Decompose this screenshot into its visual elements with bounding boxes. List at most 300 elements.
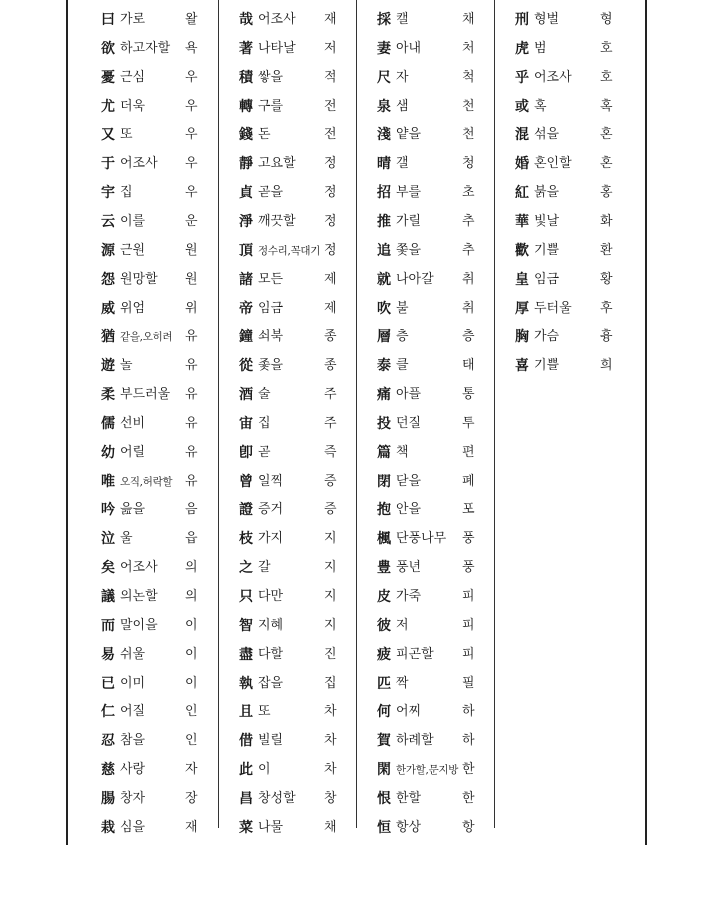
hanja-character: 枝 bbox=[239, 531, 253, 548]
hanja-reading: 정 bbox=[324, 156, 337, 172]
hanja-entry bbox=[515, 237, 620, 266]
hanja-entry bbox=[239, 785, 344, 814]
hanja-reading: 주 bbox=[324, 387, 337, 403]
hanja-character: 尺 bbox=[377, 69, 391, 86]
hanja-character: 怨 bbox=[101, 271, 115, 288]
hanja-entry bbox=[515, 93, 620, 122]
hanja-meaning: 어조사 bbox=[120, 156, 158, 172]
hanja-character: 曾 bbox=[239, 473, 253, 490]
hanja-character: 就 bbox=[377, 271, 391, 288]
hanja-entry bbox=[101, 612, 205, 641]
hanja-entry bbox=[101, 381, 205, 410]
hanja-entry bbox=[515, 208, 620, 237]
hanja-entry bbox=[101, 554, 205, 583]
hanja-meaning: 임금 bbox=[534, 271, 560, 287]
hanja-reading: 항 bbox=[462, 819, 475, 835]
hanja-character: 吹 bbox=[377, 300, 391, 317]
hanja-character: 痛 bbox=[377, 387, 391, 404]
hanja-reading: 의 bbox=[185, 560, 198, 576]
hanja-meaning: 또 bbox=[120, 127, 133, 143]
hanja-character: 諸 bbox=[239, 271, 253, 288]
hanja-reading: 호 bbox=[600, 69, 613, 85]
hanja-meaning: 하고자할 bbox=[120, 40, 171, 56]
hanja-meaning: 아플 bbox=[396, 387, 422, 403]
hanja-entry bbox=[239, 410, 344, 439]
hanja-entry bbox=[239, 323, 344, 352]
hanja-meaning: 고요할 bbox=[258, 156, 296, 172]
hanja-meaning: 어릴 bbox=[120, 444, 146, 460]
hanja-reading: 재 bbox=[185, 819, 198, 835]
hanja-entry bbox=[239, 670, 344, 699]
hanja-character: 層 bbox=[377, 329, 391, 346]
hanja-reading: 하 bbox=[462, 733, 475, 749]
hanja-entry bbox=[101, 64, 205, 93]
hanja-entry bbox=[101, 410, 205, 439]
hanja-entry bbox=[101, 93, 205, 122]
hanja-meaning: 항상 bbox=[396, 819, 422, 835]
hanja-reading: 한 bbox=[462, 790, 475, 806]
hanja-character: 豊 bbox=[377, 560, 391, 577]
hanja-reading: 의 bbox=[185, 589, 198, 604]
hanja-entry bbox=[239, 35, 344, 64]
hanja-reading: 우 bbox=[185, 127, 198, 143]
hanja-entry bbox=[377, 352, 482, 381]
hanja-meaning: 어질 bbox=[120, 704, 146, 720]
hanja-character: 仁 bbox=[101, 704, 115, 721]
hanja-meaning: 오직,허락할 bbox=[120, 475, 173, 488]
hanja-reading: 전 bbox=[324, 98, 337, 114]
hanja-entry bbox=[377, 439, 482, 468]
hanja-character: 泰 bbox=[377, 358, 391, 375]
hanja-character: 頂 bbox=[239, 242, 253, 259]
hanja-meaning: 캘 bbox=[396, 12, 409, 27]
hanja-reading: 피 bbox=[462, 617, 475, 633]
hanja-entry bbox=[101, 150, 205, 179]
hanja-entry bbox=[101, 785, 205, 814]
hanja-reading: 처 bbox=[462, 40, 475, 56]
hanja-entry bbox=[239, 525, 344, 554]
hanja-reading: 지 bbox=[324, 560, 337, 576]
hanja-meaning: 갈 bbox=[258, 560, 271, 576]
hanja-character: 又 bbox=[101, 127, 115, 144]
hanja-character: 喜 bbox=[515, 358, 529, 375]
hanja-reading: 적 bbox=[324, 69, 337, 85]
hanja-character: 宇 bbox=[101, 185, 115, 202]
hanja-character: 源 bbox=[101, 242, 115, 259]
hanja-meaning: 창자 bbox=[120, 790, 146, 806]
hanja-character: 智 bbox=[239, 617, 253, 634]
hanja-entry bbox=[101, 295, 205, 324]
hanja-entry bbox=[101, 352, 205, 381]
hanja-character: 此 bbox=[239, 762, 253, 779]
hanja-meaning: 집 bbox=[120, 185, 133, 201]
hanja-entry bbox=[515, 323, 620, 352]
hanja-reading: 지 bbox=[324, 531, 337, 547]
hanja-meaning: 빛날 bbox=[534, 213, 560, 229]
hanja-character: 菜 bbox=[239, 819, 253, 836]
hanja-entry bbox=[377, 814, 482, 843]
hanja-reading: 화 bbox=[600, 213, 613, 229]
hanja-entry bbox=[377, 323, 482, 352]
hanja-reading: 천 bbox=[462, 98, 475, 114]
hanja-entry bbox=[101, 756, 205, 785]
hanja-reading: 제 bbox=[324, 271, 337, 287]
hanja-entry bbox=[101, 35, 205, 64]
hanja-reading: 포 bbox=[462, 502, 475, 518]
hanja-entry bbox=[515, 352, 620, 381]
hanja-reading: 창 bbox=[324, 790, 337, 806]
hanja-character: 威 bbox=[101, 300, 115, 317]
hanja-entry bbox=[239, 468, 344, 497]
hanja-character: 或 bbox=[515, 98, 529, 115]
hanja-reading: 왈 bbox=[185, 12, 198, 27]
hanja-meaning: 이 bbox=[258, 762, 271, 778]
hanja-entry bbox=[101, 208, 205, 237]
hanja-entry bbox=[377, 698, 482, 727]
hanja-entry bbox=[101, 121, 205, 150]
hanja-meaning: 얕을 bbox=[396, 127, 422, 143]
hanja-entry bbox=[377, 468, 482, 497]
hanja-reading: 층 bbox=[462, 329, 475, 345]
hanja-meaning: 형벌 bbox=[534, 12, 560, 27]
hanja-meaning: 갤 bbox=[396, 156, 409, 172]
hanja-reading: 자 bbox=[185, 762, 198, 778]
hanja-meaning: 창성할 bbox=[258, 790, 296, 806]
hanja-reading: 정 bbox=[324, 185, 337, 201]
hanja-character: 只 bbox=[239, 589, 253, 605]
hanja-reading: 통 bbox=[462, 387, 475, 403]
hanja-reading: 진 bbox=[324, 646, 337, 662]
hanja-meaning: 한가할,문지방 bbox=[396, 764, 459, 777]
hanja-reading: 척 bbox=[462, 69, 475, 85]
hanja-character: 而 bbox=[101, 617, 115, 634]
hanja-entry bbox=[239, 208, 344, 237]
hanja-meaning: 울 bbox=[120, 531, 133, 547]
hanja-reading: 원 bbox=[185, 242, 198, 258]
hanja-reading: 이 bbox=[185, 617, 198, 633]
hanja-reading: 장 bbox=[185, 790, 198, 806]
hanja-character: 賀 bbox=[377, 733, 391, 750]
hanja-character: 證 bbox=[239, 502, 253, 519]
hanja-meaning: 부드러울 bbox=[120, 387, 171, 403]
hanja-entry bbox=[101, 525, 205, 554]
hanja-meaning: 빌릴 bbox=[258, 733, 284, 749]
hanja-character: 之 bbox=[239, 560, 253, 577]
hanja-entry bbox=[101, 670, 205, 699]
hanja-meaning: 쌓을 bbox=[258, 69, 284, 85]
hanja-entry bbox=[515, 64, 620, 93]
hanja-entry bbox=[377, 179, 482, 208]
hanja-character: 忍 bbox=[101, 733, 115, 750]
hanja-reading: 종 bbox=[324, 358, 337, 374]
hanja-character: 曰 bbox=[101, 12, 115, 28]
hanja-reading: 우 bbox=[185, 185, 198, 201]
hanja-meaning: 어조사 bbox=[258, 12, 296, 27]
hanja-character: 紅 bbox=[515, 185, 529, 202]
hanja-entry bbox=[239, 583, 344, 612]
hanja-meaning: 말이을 bbox=[120, 617, 158, 633]
hanja-meaning: 단풍나무 bbox=[396, 531, 447, 547]
hanja-reading: 추 bbox=[462, 242, 475, 258]
hanja-reading: 지 bbox=[324, 617, 337, 633]
hanja-reading: 차 bbox=[324, 704, 337, 720]
column-divider bbox=[356, 0, 357, 828]
hanja-meaning: 쉬울 bbox=[120, 646, 146, 662]
hanja-meaning: 이미 bbox=[120, 675, 146, 691]
hanja-entry bbox=[377, 727, 482, 756]
hanja-entry bbox=[101, 439, 205, 468]
hanja-reading: 호 bbox=[600, 40, 613, 56]
hanja-reading: 필 bbox=[462, 675, 475, 691]
hanja-meaning: 가릴 bbox=[396, 213, 422, 229]
hanja-meaning: 나아갈 bbox=[396, 271, 434, 287]
hanja-meaning: 책 bbox=[396, 444, 409, 460]
hanja-character: 抱 bbox=[377, 502, 391, 519]
hanja-entry bbox=[239, 554, 344, 583]
hanja-reading: 주 bbox=[324, 415, 337, 431]
hanja-entry bbox=[239, 150, 344, 179]
hanja-entry bbox=[101, 496, 205, 525]
hanja-character: 栽 bbox=[101, 819, 115, 836]
hanja-reading: 추 bbox=[462, 213, 475, 229]
hanja-reading: 종 bbox=[324, 329, 337, 345]
hanja-reading: 홍 bbox=[600, 185, 613, 201]
hanja-reading: 유 bbox=[185, 444, 198, 460]
hanja-reading: 취 bbox=[462, 271, 475, 287]
hanja-character: 腸 bbox=[101, 790, 115, 807]
hanja-reading: 편 bbox=[462, 444, 475, 460]
hanja-reading: 유 bbox=[185, 387, 198, 403]
hanja-meaning: 안을 bbox=[396, 502, 422, 518]
hanja-meaning: 기쁠 bbox=[534, 358, 560, 374]
hanja-entry bbox=[377, 525, 482, 554]
hanja-character: 盡 bbox=[239, 646, 253, 663]
hanja-character: 皇 bbox=[515, 271, 529, 288]
hanja-character: 云 bbox=[101, 213, 115, 230]
hanja-meaning: 샘 bbox=[396, 98, 409, 114]
hanja-character: 追 bbox=[377, 242, 391, 259]
hanja-meaning: 곧 bbox=[258, 444, 271, 460]
hanja-reading: 유 bbox=[185, 473, 198, 489]
hanja-meaning: 불 bbox=[396, 300, 409, 316]
hanja-entry bbox=[239, 698, 344, 727]
hanja-entry bbox=[239, 756, 344, 785]
hanja-character: 華 bbox=[515, 213, 529, 230]
hanja-entry bbox=[239, 179, 344, 208]
hanja-character: 恒 bbox=[377, 819, 391, 836]
hanja-character: 柔 bbox=[101, 387, 115, 404]
hanja-meaning: 두터울 bbox=[534, 300, 572, 316]
hanja-meaning: 같을,오히려 bbox=[120, 331, 173, 344]
hanja-character: 憂 bbox=[101, 69, 115, 86]
hanja-meaning: 클 bbox=[396, 358, 409, 374]
hanja-reading: 하 bbox=[462, 704, 475, 720]
hanja-entry bbox=[239, 641, 344, 670]
hanja-entry bbox=[515, 295, 620, 324]
hanja-meaning: 저 bbox=[396, 617, 409, 633]
hanja-character: 矣 bbox=[101, 560, 115, 577]
hanja-entry bbox=[377, 612, 482, 641]
hanja-entry bbox=[377, 496, 482, 525]
hanja-reading: 풍 bbox=[462, 560, 475, 576]
hanja-reading: 욕 bbox=[185, 40, 198, 56]
hanja-entry bbox=[377, 93, 482, 122]
hanja-character: 積 bbox=[239, 69, 253, 86]
hanja-reading: 저 bbox=[324, 40, 337, 56]
hanja-meaning: 나타날 bbox=[258, 40, 296, 56]
hanja-reading: 환 bbox=[600, 242, 613, 258]
hanja-character: 哉 bbox=[239, 12, 253, 28]
hanja-meaning: 가죽 bbox=[396, 589, 422, 604]
hanja-reading: 제 bbox=[324, 300, 337, 316]
hanja-reading: 유 bbox=[185, 329, 198, 345]
hanja-character: 尤 bbox=[101, 98, 115, 115]
hanja-entry bbox=[377, 6, 482, 35]
hanja-character: 酒 bbox=[239, 387, 253, 404]
hanja-character: 淨 bbox=[239, 213, 253, 230]
hanja-meaning: 닫을 bbox=[396, 473, 422, 489]
hanja-reading: 피 bbox=[462, 589, 475, 604]
hanja-character: 著 bbox=[239, 40, 253, 57]
hanja-reading: 황 bbox=[600, 271, 613, 287]
hanja-meaning: 피곤할 bbox=[396, 646, 434, 662]
hanja-meaning: 증거 bbox=[258, 502, 284, 518]
hanja-reading: 취 bbox=[462, 300, 475, 316]
hanja-reading: 태 bbox=[462, 358, 475, 374]
hanja-reading: 투 bbox=[462, 415, 475, 431]
hanja-entry bbox=[377, 381, 482, 410]
hanja-meaning: 집 bbox=[258, 415, 271, 431]
hanja-entry bbox=[377, 121, 482, 150]
hanja-meaning: 쇠북 bbox=[258, 329, 284, 345]
hanja-meaning: 짝 bbox=[396, 675, 409, 691]
hanja-entry bbox=[515, 150, 620, 179]
hanja-reading: 혼 bbox=[600, 156, 613, 172]
hanja-entry bbox=[377, 641, 482, 670]
hanja-character: 泣 bbox=[101, 531, 115, 548]
hanja-meaning: 가슴 bbox=[534, 329, 560, 345]
hanja-entry bbox=[239, 237, 344, 266]
hanja-entry bbox=[377, 237, 482, 266]
hanja-reading: 우 bbox=[185, 69, 198, 85]
hanja-character: 儒 bbox=[101, 415, 115, 432]
hanja-meaning: 또 bbox=[258, 704, 271, 720]
hanja-character: 採 bbox=[377, 12, 391, 28]
hanja-reading: 혼 bbox=[600, 127, 613, 143]
hanja-character: 已 bbox=[101, 675, 115, 692]
hanja-reading: 한 bbox=[462, 762, 475, 778]
hanja-entry bbox=[377, 785, 482, 814]
hanja-meaning: 혼인할 bbox=[534, 156, 572, 172]
hanja-character: 恨 bbox=[377, 790, 391, 807]
hanja-character: 乎 bbox=[515, 69, 529, 86]
hanja-entry bbox=[101, 727, 205, 756]
hanja-entry bbox=[377, 670, 482, 699]
hanja-character: 幼 bbox=[101, 444, 115, 461]
hanja-meaning: 다할 bbox=[258, 646, 284, 662]
hanja-entry bbox=[515, 35, 620, 64]
hanja-entry bbox=[239, 121, 344, 150]
hanja-character: 卽 bbox=[239, 444, 253, 461]
hanja-character: 錢 bbox=[239, 127, 253, 144]
hanja-meaning: 참을 bbox=[120, 733, 146, 749]
hanja-reading: 이 bbox=[185, 646, 198, 662]
hanja-character: 吟 bbox=[101, 502, 115, 519]
hanja-character: 妻 bbox=[377, 40, 391, 57]
hanja-reading: 위 bbox=[185, 300, 198, 316]
hanja-meaning: 구를 bbox=[258, 98, 284, 114]
hanja-entry bbox=[377, 756, 482, 785]
hanja-character: 借 bbox=[239, 733, 253, 750]
hanja-character: 彼 bbox=[377, 617, 391, 634]
hanja-character: 閉 bbox=[377, 473, 391, 490]
hanja-entry bbox=[101, 814, 205, 843]
hanja-character: 于 bbox=[101, 156, 115, 173]
hanja-meaning: 근원 bbox=[120, 242, 146, 258]
hanja-meaning: 정수리,꼭대기 bbox=[258, 244, 321, 257]
hanja-reading: 지 bbox=[324, 589, 337, 604]
hanja-reading: 차 bbox=[324, 762, 337, 778]
hanja-entry bbox=[239, 352, 344, 381]
hanja-meaning: 원망할 bbox=[120, 271, 158, 287]
hanja-reading: 집 bbox=[324, 675, 337, 691]
hanja-meaning: 하례할 bbox=[396, 733, 434, 749]
hanja-reading: 인 bbox=[185, 704, 198, 720]
hanja-character: 混 bbox=[515, 127, 529, 144]
hanja-entry bbox=[101, 698, 205, 727]
hanja-character: 婚 bbox=[515, 156, 529, 173]
hanja-reading: 후 bbox=[600, 300, 613, 316]
hanja-entry bbox=[239, 266, 344, 295]
hanja-meaning: 부를 bbox=[396, 185, 422, 201]
hanja-character: 且 bbox=[239, 704, 253, 721]
hanja-entry bbox=[101, 6, 205, 35]
hanja-character: 推 bbox=[377, 213, 391, 230]
hanja-meaning: 읊을 bbox=[120, 502, 146, 518]
hanja-character: 鐘 bbox=[239, 329, 253, 346]
hanja-character: 何 bbox=[377, 704, 391, 721]
hanja-meaning: 범 bbox=[534, 40, 547, 56]
hanja-entry bbox=[101, 583, 205, 612]
hanja-reading: 읍 bbox=[185, 531, 198, 547]
hanja-reading: 초 bbox=[462, 185, 475, 201]
hanja-reading: 운 bbox=[185, 213, 198, 229]
hanja-entry bbox=[101, 179, 205, 208]
hanja-meaning: 섞을 bbox=[534, 127, 560, 143]
hanja-reading: 채 bbox=[324, 819, 337, 835]
hanja-meaning: 가로 bbox=[120, 12, 146, 27]
hanja-meaning: 선비 bbox=[120, 415, 146, 431]
hanja-entry bbox=[239, 64, 344, 93]
hanja-meaning: 임금 bbox=[258, 300, 284, 316]
hanja-character: 泉 bbox=[377, 98, 391, 115]
hanja-character: 歡 bbox=[515, 242, 529, 259]
hanja-meaning: 자 bbox=[396, 69, 409, 85]
hanja-reading: 정 bbox=[324, 242, 337, 258]
hanja-meaning: 던질 bbox=[396, 415, 422, 431]
hanja-meaning: 술 bbox=[258, 387, 271, 403]
hanja-entry bbox=[377, 208, 482, 237]
hanja-meaning: 다만 bbox=[258, 589, 284, 604]
hanja-character: 遊 bbox=[101, 358, 115, 375]
hanja-meaning: 놀 bbox=[120, 358, 133, 374]
hanja-entry bbox=[377, 150, 482, 179]
hanja-meaning: 풍년 bbox=[396, 560, 422, 576]
hanja-reading: 정 bbox=[324, 213, 337, 229]
hanja-meaning: 의논할 bbox=[120, 589, 158, 604]
hanja-character: 帝 bbox=[239, 300, 253, 317]
hanja-reading: 증 bbox=[324, 473, 337, 489]
